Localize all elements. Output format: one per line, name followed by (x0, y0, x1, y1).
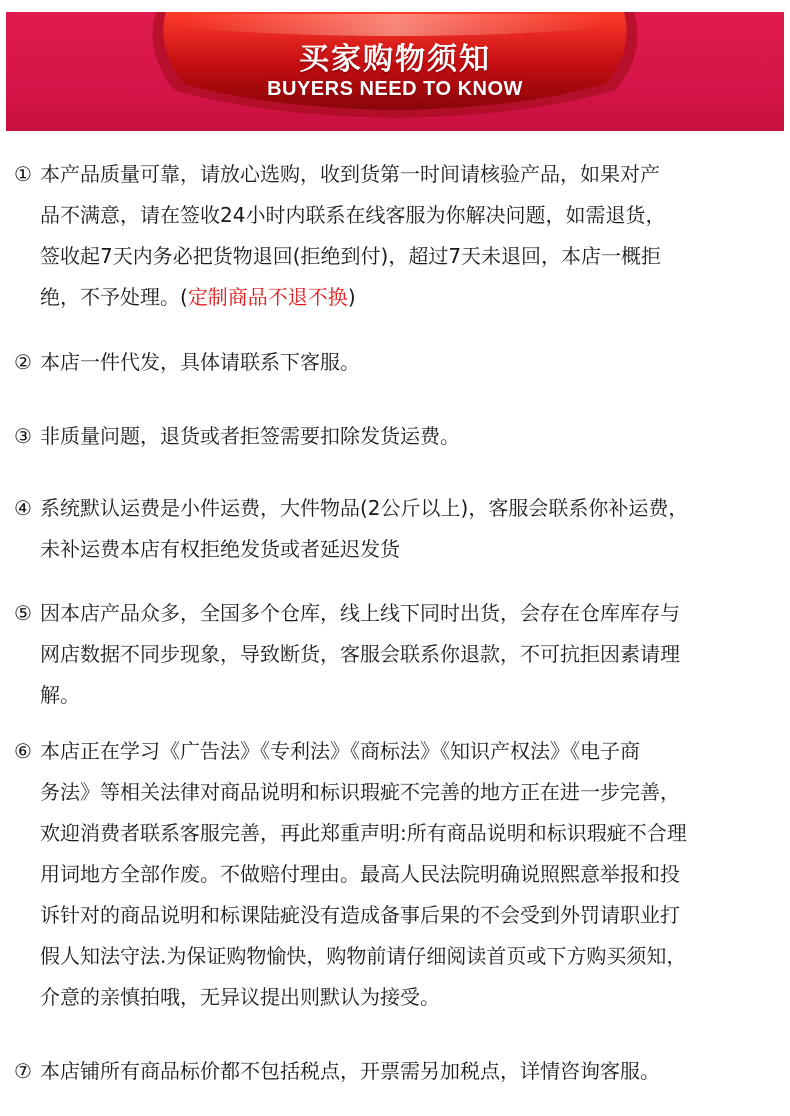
notice-text: 本店铺所有商品标价都不包括税点，开票需另加税点，详情咨询客服。 (40, 1059, 660, 1083)
notice-number: ② (14, 350, 32, 374)
notice-number: ⑤ (14, 601, 32, 625)
notice-line: 用词地方全部作废。不做赔付理由。最高人民法院明确说照熙意举报和投 (40, 862, 680, 886)
notice-line (14, 342, 782, 383)
notice-line (14, 416, 782, 457)
notice-text: 绝，不予处理。( (40, 285, 188, 309)
notice-item-1 (14, 154, 782, 318)
notice-text: 因本店产品众多，全国多个仓库，线上线下同时出货，会存在仓库库存与 (40, 601, 680, 625)
notice-number: ③ (14, 424, 32, 448)
notice-line (14, 593, 782, 634)
page-title: 买家购物须知 (299, 42, 491, 77)
notice-line: 未补运费本店有权拒绝发货或者延迟发货 (40, 537, 400, 561)
notice-line (14, 488, 782, 529)
notice-text: 本店正在学习《广告法》《专利法》《商标法》《知识产权法》《电子商 (40, 739, 640, 763)
notice-line: 网店数据不同步现象，导致断货，客服会联系你退款，不可抗拒因素请理 (40, 642, 680, 666)
header-banner (6, 12, 784, 131)
notice-line (14, 731, 782, 772)
custom-goods-warning: 定制商品不退不换 (187, 285, 348, 309)
notice-item-4 (14, 488, 782, 570)
notice-number: ① (14, 162, 32, 186)
notice-line: 诉针对的商品说明和标课陆疵没有造成备事后果的不会受到外罚请职业打 (40, 903, 680, 927)
notice-item-7 (14, 1051, 782, 1092)
notice-text: 本店一件代发，具体请联系下客服。 (40, 350, 360, 374)
notice-text: 系统默认运费是小件运费，大件物品(2公斤以上)，客服会联系你补运费， (40, 496, 689, 520)
notice-number: ④ (14, 496, 32, 520)
notice-number: ⑥ (14, 739, 32, 763)
notice-item-2 (14, 342, 782, 383)
notice-line (14, 154, 782, 195)
notice-item-6 (14, 731, 782, 1018)
notice-line (14, 1051, 782, 1092)
notice-text: 本产品质量可靠，请放心选购，收到货第一时间请核验产品，如果对产 (40, 162, 660, 186)
notice-line: 解。 (40, 683, 80, 707)
notice-item-5 (14, 593, 782, 716)
notice-item-3 (14, 416, 782, 457)
page-subtitle: BUYERS NEED TO KNOW (267, 78, 523, 100)
closing-paren: ) (347, 285, 356, 309)
notice-line: 签收起7天内务必把货物退回(拒绝到付)，超过7天未退回，本店一概拒 (40, 244, 662, 268)
notice-line: 务法》等相关法律对商品说明和标识瑕疵不完善的地方正在进一步完善， (40, 780, 680, 804)
notice-number: ⑦ (14, 1059, 32, 1083)
notice-text: 非质量问题，退货或者拒签需要扣除发货运费。 (40, 424, 460, 448)
notice-line: 欢迎消费者联系客服完善，再此郑重声明:所有商品说明和标识瑕疵不合理 (40, 821, 687, 845)
notice-line: 假人知法守法.为保证购物愉快，购物前请仔细阅读首页或下方购买须知， (40, 944, 687, 968)
notice-line (14, 277, 782, 318)
notice-line: 品不满意，请在签收24小时内联系在线客服为你解决问题，如需退货， (40, 203, 666, 227)
notice-line: 介意的亲慎拍哦，无异议提出则默认为接受。 (40, 985, 440, 1009)
